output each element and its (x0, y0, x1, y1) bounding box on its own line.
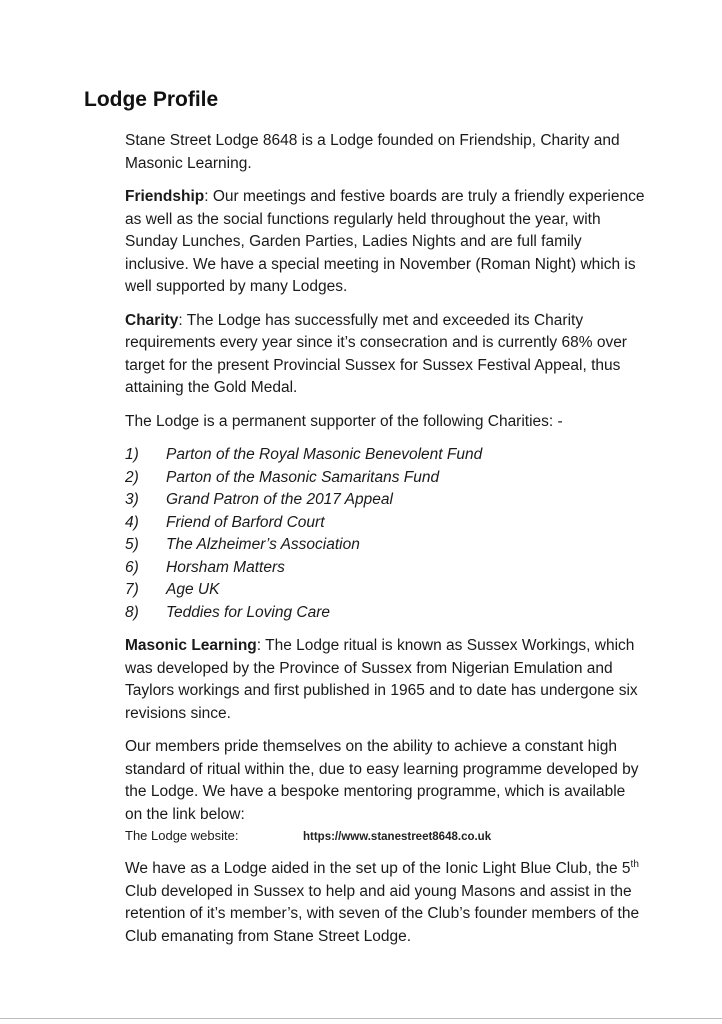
masonic-learning-paragraph (125, 635, 645, 725)
members-paragraph: Our members pride themselves on the ability to achieve a constant high standard of ritual within the, due to easy learning programme developed by the Lodge. We have a bespoke mentoring programme, which is available on the link below: (125, 738, 639, 823)
charity-name: Horsham Matters (166, 558, 285, 576)
list-number: 5) (125, 536, 139, 553)
club-text-end: Club developed in Sussex to help and aid young Masons and assist in the retention of it’s member’s, with seven of the Club’s founder members of the Club emanating from Stane Street Lodge. (125, 882, 640, 945)
list-number: 8) (125, 603, 139, 621)
list-item (125, 489, 645, 512)
list-number: 6) (125, 558, 139, 576)
intro-paragraph: Stane Street Lodge 8648 is a Lodge founded on Friendship, Charity and Masonic Learning. (125, 132, 620, 172)
charity-name: Grand Patron of the 2017 Appeal (166, 491, 393, 508)
charities-list (125, 444, 645, 624)
friendship-text: : Our meetings and festive boards are truly a friendly experience as well as the social functions regularly held throughout the year, with Sunday Lunches, Garden Parties, Ladies Nights and are full family inclusive. We have a special meeting in November (Roman Night) which is well supported by many Lodges. (125, 188, 645, 295)
list-number: 4) (125, 513, 139, 531)
friendship-heading: Friendship (125, 188, 205, 205)
list-item (125, 467, 645, 490)
list-item (125, 512, 645, 535)
document-body (125, 130, 645, 959)
website-link[interactable]: https://www.stanestreet8648.co.uk (303, 831, 492, 843)
list-item (125, 534, 645, 557)
club-paragraph (125, 858, 645, 948)
charity-name: Friend of Barford Court (166, 513, 325, 531)
list-item (125, 579, 645, 602)
masonic-learning-heading: Masonic Learning (125, 637, 257, 654)
page-title: Lodge Profile (84, 88, 219, 111)
charity-name: Teddies for Loving Care (166, 603, 330, 621)
page-bottom-edge (0, 1018, 722, 1019)
list-number: 3) (125, 491, 139, 508)
ordinal-suffix: th (630, 858, 639, 870)
charity-heading: Charity (125, 311, 179, 329)
charity-name: Parton of the Royal Masonic Benevolent Fund (166, 446, 483, 463)
charity-name: Age UK (166, 581, 220, 598)
friendship-paragraph (125, 186, 645, 299)
list-item (125, 557, 645, 580)
charity-name: The Alzheimer’s Association (166, 536, 360, 553)
club-text-start: We have as a Lodge aided in the set up of the Ionic Light Blue Club, the 5 (125, 860, 631, 877)
list-item (125, 602, 645, 625)
charity-text: : The Lodge has successfully met and exceeded its Charity requirements every year since it’s consecration and is currently 68% over target for the present Provincial Sussex for Sussex Festival Appeal, thus attaining the Gold Medal. (125, 311, 627, 396)
charity-name: Parton of the Masonic Samaritans Fund (166, 468, 440, 486)
charities-intro: The Lodge is a permanent supporter of the following Charities: - (125, 412, 563, 430)
list-item (125, 444, 645, 467)
website-label: The Lodge website: (125, 828, 239, 843)
charity-paragraph (125, 310, 645, 400)
list-number: 7) (125, 581, 139, 598)
list-number: 2) (125, 468, 139, 486)
masonic-learning-text: : The Lodge ritual is known as Sussex Workings, which was developed by the Province of Sussex from Nigerian Emulation and Taylors workings and first published in 1965 and to date has undergone six revisions since. (125, 637, 638, 722)
website-row (125, 828, 645, 845)
list-number: 1) (125, 446, 139, 463)
